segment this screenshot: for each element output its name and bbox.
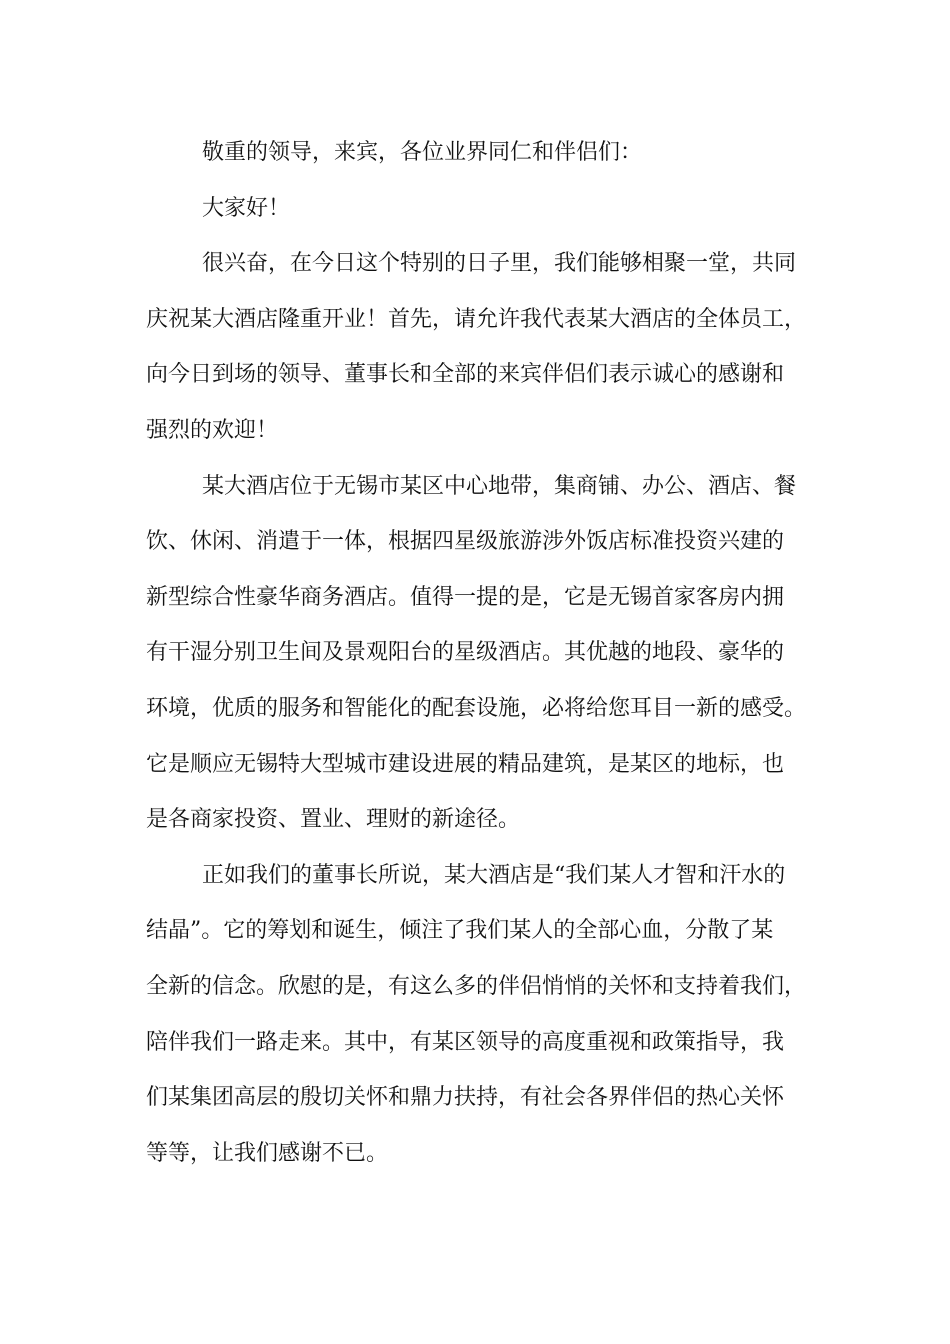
salutation-line: 敬重的领导，来宾，各位业界同仁和伴侣们： <box>202 140 643 165</box>
text-line: 全新的信念。欣慰的是，有这么多的伴侣悄悄的关怀和支持着我们， <box>146 973 807 999</box>
greeting-line: 大家好！ <box>202 195 291 221</box>
text-line: 某大酒店位于无锡市某区中心地带，集商铺、办公、酒店、餐 <box>202 473 797 499</box>
text-line: 向今日到场的领导、董事长和全部的来宾伴侣们表示诚心的感谢和 <box>146 362 785 388</box>
text-line: 新型综合性豪华商务酒店。值得一提的是，它是无锡首家客房内拥 <box>146 584 785 610</box>
text-line: 结晶”。它的筹划和诞生，倾注了我们某人的全部心血，分散了某 <box>146 918 774 944</box>
text-line: 正如我们的董事长所说，某大酒店是“我们某人才智和汗水的 <box>202 862 786 888</box>
text-line: 庆祝某大酒店隆重开业！首先，请允许我代表某大酒店的全体员工， <box>146 306 807 332</box>
speech-body <box>146 133 816 1189</box>
text-line: 强烈的欢迎！ <box>146 417 279 443</box>
text-line: 有干湿分别卫生间及景观阳台的星级酒店。其优越的地段、豪华的 <box>146 640 785 666</box>
text-line: 等等，让我们感谢不已。 <box>146 1140 389 1166</box>
text-line: 它是顺应无锡特大型城市建设进展的精品建筑，是某区的地标，也 <box>146 751 785 777</box>
text-line: 饮、休闲、消遣于一体，根据四星级旅游涉外饭店标准投资兴建的 <box>146 529 785 555</box>
text-line: 陪伴我们一路走来。其中，有某区领导的高度重视和政策指导，我 <box>146 1029 785 1055</box>
text-line: 是各商家投资、置业、理财的新途径。 <box>146 807 521 833</box>
text-line: 们某集团高层的殷切关怀和鼎力扶持，有社会各界伴侣的热心关怀 <box>146 1085 785 1111</box>
text-line: 环境，优质的服务和智能化的配套设施，必将给您耳目一新的感受。 <box>146 695 807 721</box>
text-line: 很兴奋，在今日这个特别的日子里，我们能够相聚一堂，共同 <box>202 251 797 277</box>
